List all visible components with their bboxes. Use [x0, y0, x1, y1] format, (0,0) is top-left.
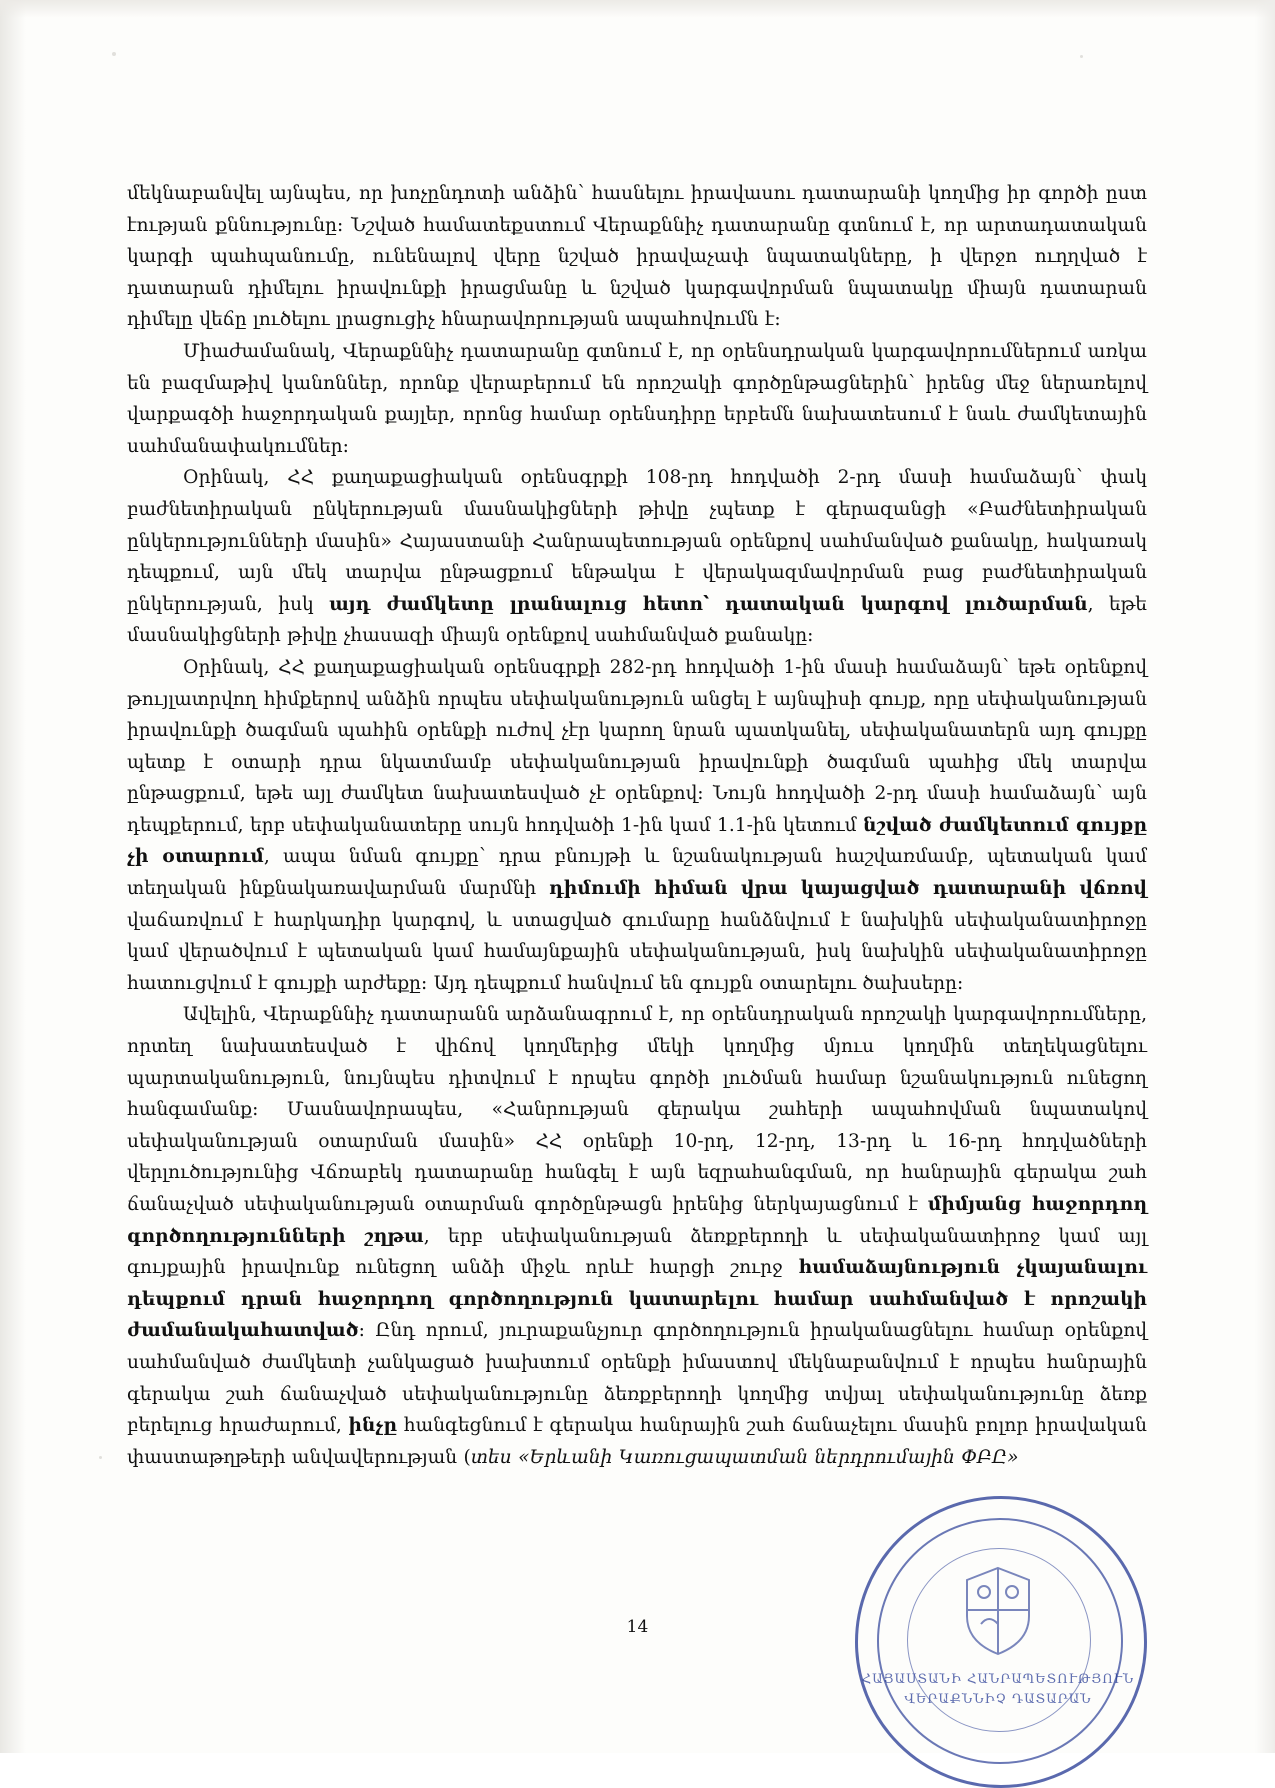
text-run: դիմումի հիման վրա կայացված դատարանի վճռով [549, 878, 1148, 900]
text-run: , երբ սեփականության ձեռքբերողի և սեփականատիրոջ կամ այլ գույքային իրավունք ունեցող անձի միջև որևէ հարցի շուրջ [127, 1225, 1148, 1279]
text-run: Օրինակ, ՀՀ քաղաքացիական օրենսգրքի 108-րդ հոդվածի 2-րդ մասի համաձայն՝ փակ բաժնետիրական ընկերության մասնակիցների թիվը չպետք է գերազանցի «Բաժնետիրական ընկերությունների մասին» Հայաստանի Հանրապետության օրենքով սահմանված քանակը, հակառակ դեպքում, այն մեկ տարվա ընթացքում ենթակա է վերակազմավորման բաց բաժնետիրական ընկերության, իսկ [127, 467, 1147, 615]
text-run: , ապա նման գույքը՝ դրա բնույթի և նշանակության հաշվառմամբ, պետական կամ տեղական ինքնակառավարման մարմնի [127, 846, 1147, 900]
scan-edge-left [0, 0, 26, 1753]
text-run: ։ Ընդ որում, յուրաքանչյուր գործողություն իրականացնելու համար օրենքով սահմանված ժամկետի չանկացած խախտում օրենքի իմաստով մեկնաբանվում է որպես հանրային գերակա շահ ճանաչված սեփականությունը ձեռքբերողի կողմից տվյալ սեփականությունը ձեռք բերելուց հրաժարում, [127, 1320, 1147, 1437]
paragraph-1 [127, 178, 1147, 336]
scan-speck [99, 1456, 102, 1459]
text-run: ինչը [348, 1415, 397, 1437]
text-run: տես «Երևանի Կառուցապատման ներդրումային ՓԲԸ» [470, 1446, 1019, 1468]
text-run: , եթե մասնակիցների թիվը չհասազի միայն օրենքով սահմանված քանակը։ [127, 593, 1147, 647]
stamp-outer-ring [855, 1496, 1147, 1788]
stamp-text-top: ՀԱՅԱՍՏԱՆԻ ՀԱՆՐԱՊԵՏՈՒԹՅՈՒՆ [861, 1672, 1135, 1687]
scan-speck [1080, 55, 1083, 58]
text-run: այդ ժամկետը լրանալուց հետո՝ դատական կարգով լուծարման [329, 593, 1088, 615]
paragraph-5 [127, 999, 1147, 1473]
text-run: միմյանց հաջորդող գործողությունների շղթա [127, 1194, 1147, 1247]
document-body [127, 178, 1147, 1473]
text-run: մեկնաբանվել այնպես, որ խոչընդոտի անձին՝ հասնելու իրավասու դատարանի կողմից իր գործի ըստ էության քննությունը։ Նշված համատեքստում Վերաքննիչ դատարանը գտնում է, որ արտադատական կարգի պահպանումը, ունենալով վերը նշված իրավաչափ նպատակները, ի վերջո ուղղված է դատարան դիմելու իրավունքի իրացմանը և նշված կարգավորման նպատակը միայն դատարան դիմելը վեճը լուծելու լրացուցիչ հնարավորության ապահովումն է։ [127, 183, 1147, 331]
coat-of-arms-icon [951, 1562, 1045, 1658]
stamp-inner-ring-2 [907, 1548, 1091, 1732]
paragraph-2 [127, 336, 1147, 462]
stamp-inner-ring [877, 1518, 1123, 1764]
paragraph-3 [127, 462, 1147, 652]
text-run: համաձայնություն չկայանալու դեպքում դրան հաջորդող գործողություն կատարելու համար սահմանված է որոշակի ժամանակահատված [127, 1257, 1147, 1342]
scan-speck [112, 52, 116, 56]
text-run: նշված ժամկետում գույքը չի օտարում [127, 814, 1148, 868]
paragraph-4 [127, 652, 1147, 1000]
scan-edge-top [0, 0, 1275, 18]
stamp-text-bottom: ՎԵՐԱՔՆՆԻՉ ԴԱՏԱՐԱՆ [904, 1692, 1092, 1707]
page-number: 14 [626, 1617, 649, 1637]
text-run: վաճառվում է հարկադիր կարգով, և ստացված գումարը հանձնվում է նախկին սեփականատիրոջը կամ վերածվում է պետական կամ համայնքային սեփականության, իսկ նախկին սեփականատիրոջը հատուցվում է գույքի արժեքը։ Այդ դեպքում հանվում են գույքն օտարելու ծախսերը։ [127, 909, 1147, 994]
text-run: Ավելին, Վերաքննիչ դատարանն արձանագրում է, որ օրենսդրական որոշակի կարգավորումները, որտեղ նախատեսված է վիճով կողմերից մեկի կողմից մյուս կողմին տեղեկացնելու պարտականություն, նույնպես դիտվում է որպես գործի լուծման համար նշանակություն ունեցող հանգամանք։ Մասնավորապես, «Հանրության գերակա շահերի ապահովման նպատակով սեփականության օտարման մասին» ՀՀ օրենքի 10-րդ, 12-րդ, 13-րդ և 16-րդ հոդվածների վերլուծությունից Վճռաբեկ դատարանը հանգել է այն եզրահանգման, որ հանրային գերակա շահ ճանաչված սեփականության օտարման գործընթացն իրենից ներկայացնում է [127, 1004, 1147, 1215]
scan-edge-right [1255, 0, 1275, 1753]
text-run: Օրինակ, ՀՀ քաղաքացիական օրենսգրքի 282-րդ հոդվածի 1-ին մասի համաձայն՝ եթե օրենքով թույլատրվող հիմքերով անձին որպես սեփականություն անցել է այնպիսի գույք, որը սեփականության իրավունքի ծագման պահին օրենքի ուժով չէր կարող նրան պատկանել, սեփականատերն այդ գույքը պետք է օտարի դրա նկատմամբ սեփականության իրավունքի ծագման պահից մեկ տարվա ընթացքում, եթե այլ ժամկետ նախատեսված չէ օրենքով։ Նույն հոդվածի 2-րդ մասի համաձայն՝ այն դեպքերում, երբ սեփականատերը սույն հոդվածի 1-ին կամ 1.1-ին կետում [127, 656, 1147, 836]
text-run: հանգեցնում է գերակա հանրային շահ ճանաչելու մասին բոլոր իրավական փաստաթղթերի անվավերության ( [127, 1415, 1147, 1468]
text-run: Միաժամանակ, Վերաքննիչ դատարանը գտնում է, որ օրենսդրական կարգավորումներում առկա են բազմաթիվ կանոններ, որոնք վերաբերում են որոշակի գործընթացներին՝ իրենց մեջ ներառելով վարքագծի հաջորդական քայլեր, որոնց համար օրենսդիրը երբեմն նախատեսում է նաև ժամկետային սահմանափակումներ։ [127, 340, 1147, 457]
